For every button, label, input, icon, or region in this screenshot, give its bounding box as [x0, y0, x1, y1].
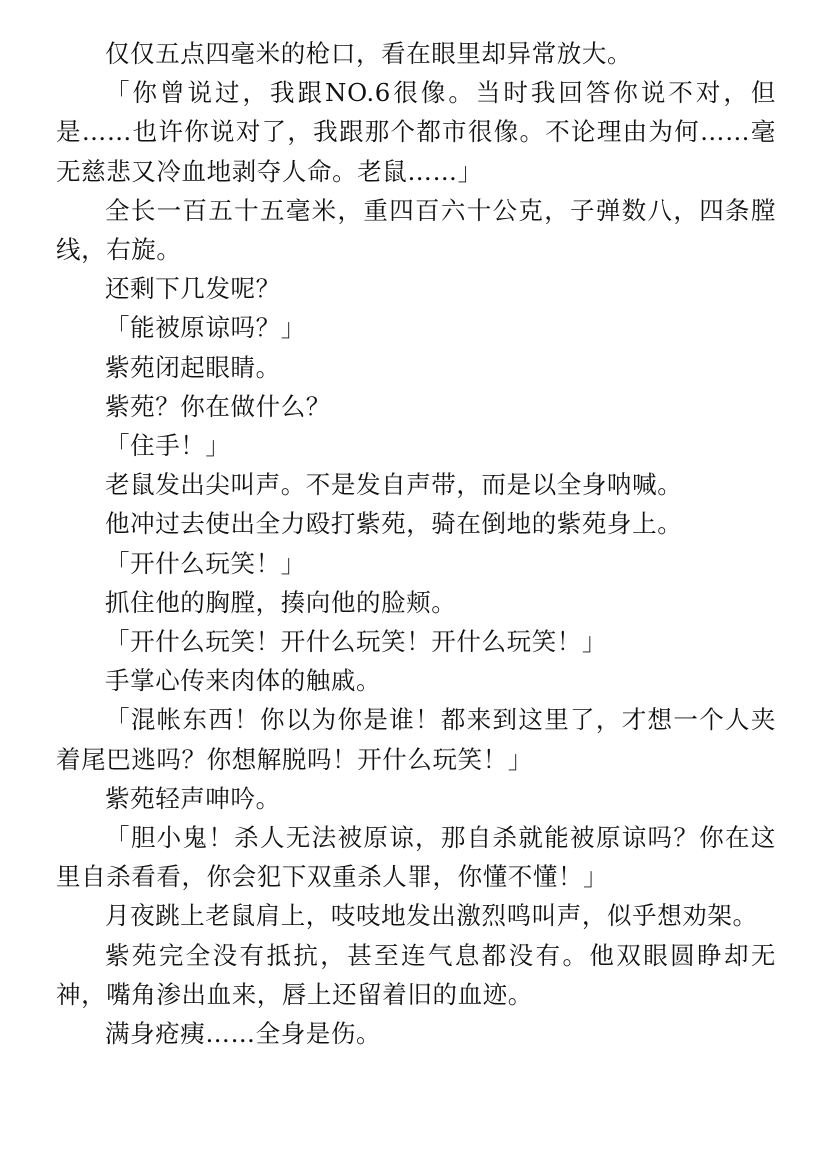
paragraph: 「开什么玩笑！」: [105, 548, 306, 578]
paragraph: 他冲过去使出全力殴打紫苑，骑在倒地的紫苑身上。: [105, 509, 683, 539]
paragraph: 满身疮痍……全身是伤。: [105, 1019, 382, 1049]
paragraph: 月夜跳上老鼠肩上，吱吱地发出激烈鸣叫声，似乎想劝架。: [105, 901, 758, 931]
paragraph: 「你曾说过，我跟NO.6很像。当时我回答你说不对，但是……也许你说对了，我跟那个都市很像。不论理由为何……毫无慈悲又冷血地剥夺人命。老鼠……」: [56, 78, 776, 186]
paragraph: 紫苑完全没有抵抗，甚至连气息都没有。他双眼圆睁却无神，嘴角渗出血来，唇上还留着旧的血迹。: [56, 940, 776, 1009]
paragraph: 紫苑轻声呻吟。: [105, 783, 281, 813]
paragraph: 手掌心传来肉体的触戚。: [105, 666, 382, 696]
paragraph: 「胆小鬼！杀人无法被原谅，那自杀就能被原谅吗？你在这里自杀看看，你会犯下双重杀人罪，你懂不懂！」: [56, 823, 776, 892]
paragraph: 还剩下几发呢？: [105, 274, 281, 304]
paragraph: 「能被原谅吗？」: [105, 313, 306, 343]
paragraph: 紫苑闭起眼睛。: [105, 352, 281, 382]
paragraph: 紫苑？你在做什么？: [105, 391, 331, 421]
paragraph: 老鼠发出尖叫声。不是发自声带，而是以全身呐喊。: [105, 470, 683, 500]
paragraph: 全长一百五十五毫米，重四百六十公克，子弹数八，四条膛线，右旋。: [56, 195, 776, 265]
paragraph: 「住手！」: [105, 431, 231, 461]
paragraph: 「混帐东西！你以为你是谁！都来到这里了，才想一个人夹着尾巴逃吗？你想解脱吗！开什么玩笑！」: [56, 705, 776, 774]
document-page: [56, 34, 776, 1053]
paragraph: 「开什么玩笑！开什么玩笑！开什么玩笑！」: [105, 627, 607, 657]
paragraph: 仅仅五点四毫米的枪口，看在眼里却异常放大。: [105, 39, 633, 68]
paragraph: 抓住他的胸膛，揍向他的脸颊。: [105, 587, 457, 617]
